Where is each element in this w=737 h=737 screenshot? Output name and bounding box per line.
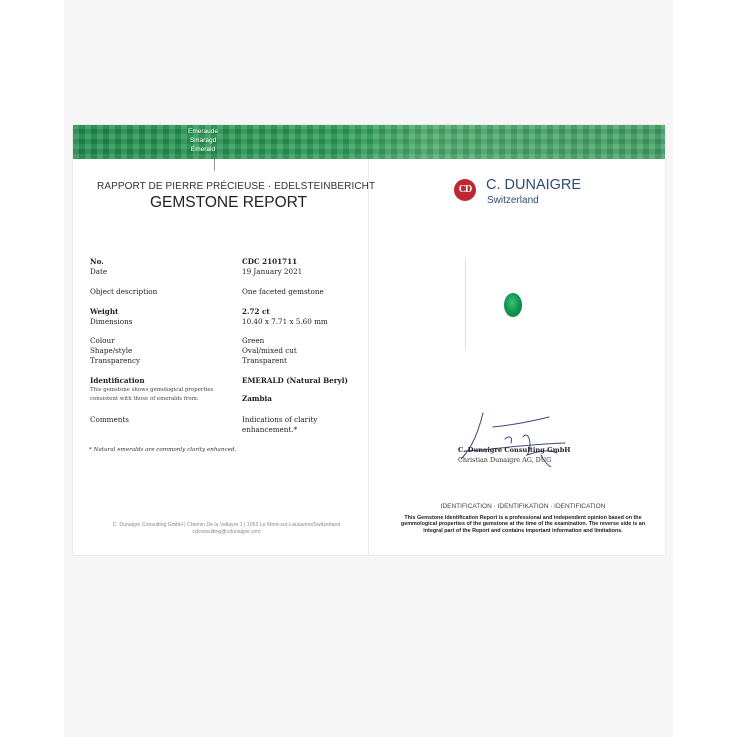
weight-label: Weight	[90, 307, 119, 316]
logo-location: Switzerland	[487, 195, 539, 206]
colour-value: Green	[242, 336, 265, 345]
no-label: No.	[90, 257, 104, 266]
object-value: One faceted gemstone	[242, 287, 324, 296]
identification-heading: IDENTIFICATION · IDENTIFIKATION · IDENTIFICATION	[440, 503, 606, 510]
colour-label: Colour	[90, 336, 115, 345]
object-label: Object description	[90, 287, 158, 296]
date-value: 19 January 2021	[242, 267, 303, 276]
emerald-photo	[504, 293, 522, 317]
shape-label: Shape/style	[90, 346, 133, 355]
date-label: Date	[90, 267, 108, 276]
banner-gem-names	[173, 127, 233, 154]
company-address	[89, 522, 364, 536]
no-value: CDC 2101711	[242, 257, 298, 266]
address-line2: cdconsulting@cdunaigre.com	[192, 529, 261, 535]
disclaimer-text: This Gemstone Identification Report is a professional and independent opinion based on the gemmological properties of the gemstone at the time of the examination. The reverse side is an integral part of the Report and contains important information and limitations.	[400, 515, 646, 534]
signature-company: C. Dunaigre Consulting GmbH	[458, 446, 571, 454]
transparency-label: Transparency	[90, 356, 141, 365]
report-subtitle: RAPPORT DE PIERRE PRÉCIEUSE · EDELSTEINBERICHT	[97, 181, 376, 192]
banner-name-fr: Emeraude	[188, 128, 218, 135]
banner-name-en: Emerald	[190, 146, 216, 153]
dimensions-label: Dimensions	[90, 317, 133, 326]
transparency-value: Transparent	[242, 356, 287, 365]
comments-label: Comments	[90, 415, 129, 424]
banner-divider	[214, 159, 215, 171]
weight-value: 2.72 ct	[242, 307, 270, 316]
identification-value: EMERALD (Natural Beryl)	[242, 376, 348, 385]
gemstone-report-document	[73, 125, 665, 555]
signature-person: Christian Dunaigre AG, DUG	[458, 456, 552, 464]
banner-name-de: Smaragd	[189, 137, 217, 144]
address-line1: C. Dunaigre Consulting GmbH | Chemin De la Vallayre 1 | 1052 Le Mont-sur-Lausanne/Switzerland	[112, 522, 341, 528]
photo-frame-line	[465, 258, 466, 350]
green-banner	[73, 125, 665, 159]
fold-line	[368, 159, 369, 555]
logo-icon: CD	[454, 179, 476, 201]
footnote: * Natural emeralds are commonly clarity enhanced.	[89, 447, 237, 453]
shape-value: Oval/mixed cut	[242, 346, 297, 355]
origin-note-line2: consistent with those of emeralds from:	[90, 396, 199, 402]
comments-value-line2: enhancement.*	[242, 425, 298, 434]
origin-note-line1: This gemstone shows gemological properties	[90, 387, 214, 393]
logo-company-name: C. DUNAIGRE	[486, 177, 582, 193]
identification-label: Identification	[90, 376, 145, 385]
comments-value-line1: Indications of clarity	[242, 415, 318, 424]
dimensions-value: 10.40 x 7.71 x 5.60 mm	[242, 317, 328, 326]
origin-value: Zambia	[242, 394, 272, 403]
report-title: GEMSTONE REPORT	[150, 194, 308, 211]
